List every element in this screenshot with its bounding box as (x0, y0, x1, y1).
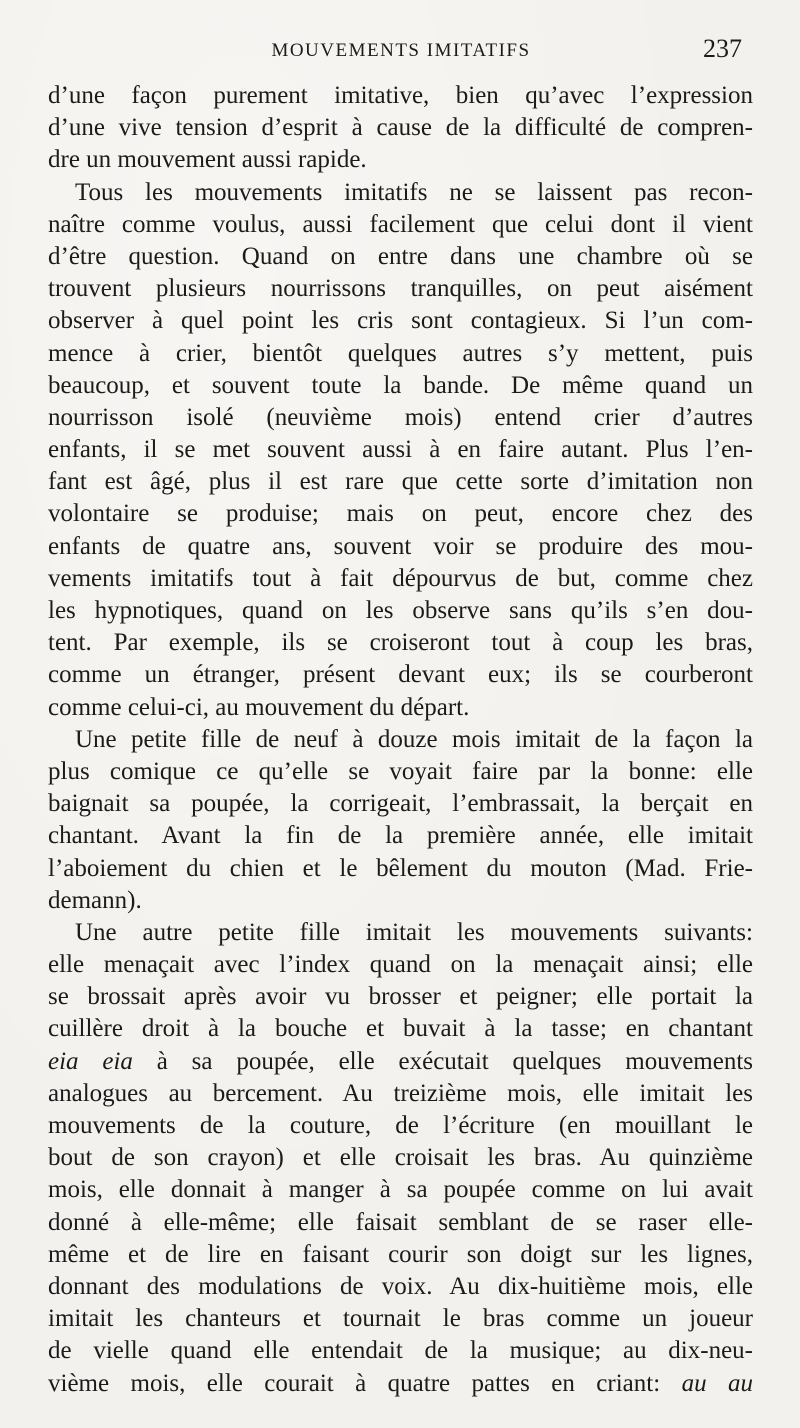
text-line: enfants, il se met souvent aussi à en faire autant. Plus l’en- (48, 436, 753, 464)
text-line: les hypnotiques, quand on les observe sans qu’ils s’en dou- (48, 597, 753, 624)
italic-phrase: au au (681, 1369, 753, 1397)
text-line: de vielle quand elle entendait de la musique; au dix-neu- (48, 1337, 753, 1365)
text-line: beaucoup, et souvent toute la bande. De même quand un (48, 371, 753, 399)
text-line: d’une vive tension d’esprit à cause de la difficulté de compren- (48, 114, 753, 142)
text-line: enfants de quatre ans, souvent voir se produire des mou- (48, 532, 753, 560)
text-line: demann). (48, 886, 142, 914)
text-line: bout de son crayon) et elle croisait les bras. Au quinzième (48, 1144, 753, 1172)
text-line: donnant des modulations de voix. Au dix-huitième mois, elle (48, 1272, 753, 1300)
text-line: comme celui-ci, au mouvement du départ. (48, 693, 470, 721)
page-header (50, 34, 752, 68)
text-line: observer à quel point les cris sont contagieux. Si l’un com- (48, 307, 753, 335)
text-line: nourrisson isolé (neuvième mois) entend crier d’autres (48, 403, 753, 431)
text-line: mouvements de la couture, de l’écriture (en mouillant le (48, 1112, 753, 1139)
paragraph-start-line: Une autre petite fille imitait les mouvements suivants: (75, 918, 753, 946)
running-title: MOUVEMENTS IMITATIFS (271, 40, 531, 61)
body-text (48, 80, 753, 1400)
paragraph-start-line: Tous les mouvements imitatifs ne se laissent pas recon- (75, 178, 753, 206)
page-number: 237 (703, 34, 742, 63)
line-remainder: à sa poupée, elle exécutait quelques mouvements (132, 1047, 754, 1075)
text-line-with-italic (48, 1368, 753, 1400)
text-line: imitait les chanteurs et tournait le bras comme un joueur (48, 1305, 753, 1333)
text-line-with-italic (48, 1046, 753, 1078)
text-line: l’aboiement du chien et le bêlement du mouton (Mad. Frie- (48, 854, 753, 882)
text-line: tent. Par exemple, ils se croiseront tout à coup les bras, (48, 629, 753, 657)
text-line: dre un mouvement aussi rapide. (48, 146, 367, 174)
text-line: vements imitatifs tout à fait dépourvus de but, comme chez (48, 564, 753, 592)
text-line: baignait sa poupée, la corrigeait, l’embrassait, la berçait en (48, 790, 753, 818)
text-line: plus comique ce qu’elle se voyait faire par la bonne: elle (48, 757, 753, 785)
text-line: chantant. Avant la fin de la première année, elle imitait (48, 822, 753, 850)
paragraph-start-line: Une petite fille de neuf à douze mois imitait de la façon la (75, 725, 753, 753)
text-line: d’être question. Quand on entre dans une chambre où se (48, 242, 753, 270)
italic-phrase: eia eia (48, 1047, 133, 1075)
text-line: mence à crier, bientôt quelques autres s’y mettent, puis (48, 339, 753, 367)
text-line: d’une façon purement imitative, bien qu’avec l’expression (48, 82, 753, 109)
text-line: même et de lire en faisant courir son doigt sur les lignes, (48, 1240, 753, 1268)
text-line: se brossait après avoir vu brosser et peigner; elle portait la (48, 983, 753, 1011)
text-line: donné à elle-même; elle faisait semblant de se raser elle- (48, 1208, 753, 1236)
text-line: comme un étranger, présent devant eux; ils se courberont (48, 661, 753, 689)
text-line: analogues au bercement. Au treizième mois, elle imitait les (48, 1079, 753, 1107)
text-line: volontaire se produise; mais on peut, encore chez des (48, 500, 753, 528)
text-line: fant est âgé, plus il est rare que cette sorte d’imitation non (48, 468, 753, 496)
text-line: mois, elle donnait à manger à sa poupée comme on lui avait (48, 1176, 753, 1204)
text-line: naître comme voulus, aussi facilement que celui dont il vient (48, 210, 753, 238)
line-start: vième mois, elle courait à quatre pattes en criant: (48, 1369, 682, 1397)
text-line: cuillère droit à la bouche et buvait à la tasse; en chantant (48, 1015, 753, 1043)
text-line: trouvent plusieurs nourrissons tranquilles, on peut aisément (48, 275, 753, 303)
text-line: elle menaçait avec l’index quand on la menaçait ainsi; elle (48, 951, 753, 979)
